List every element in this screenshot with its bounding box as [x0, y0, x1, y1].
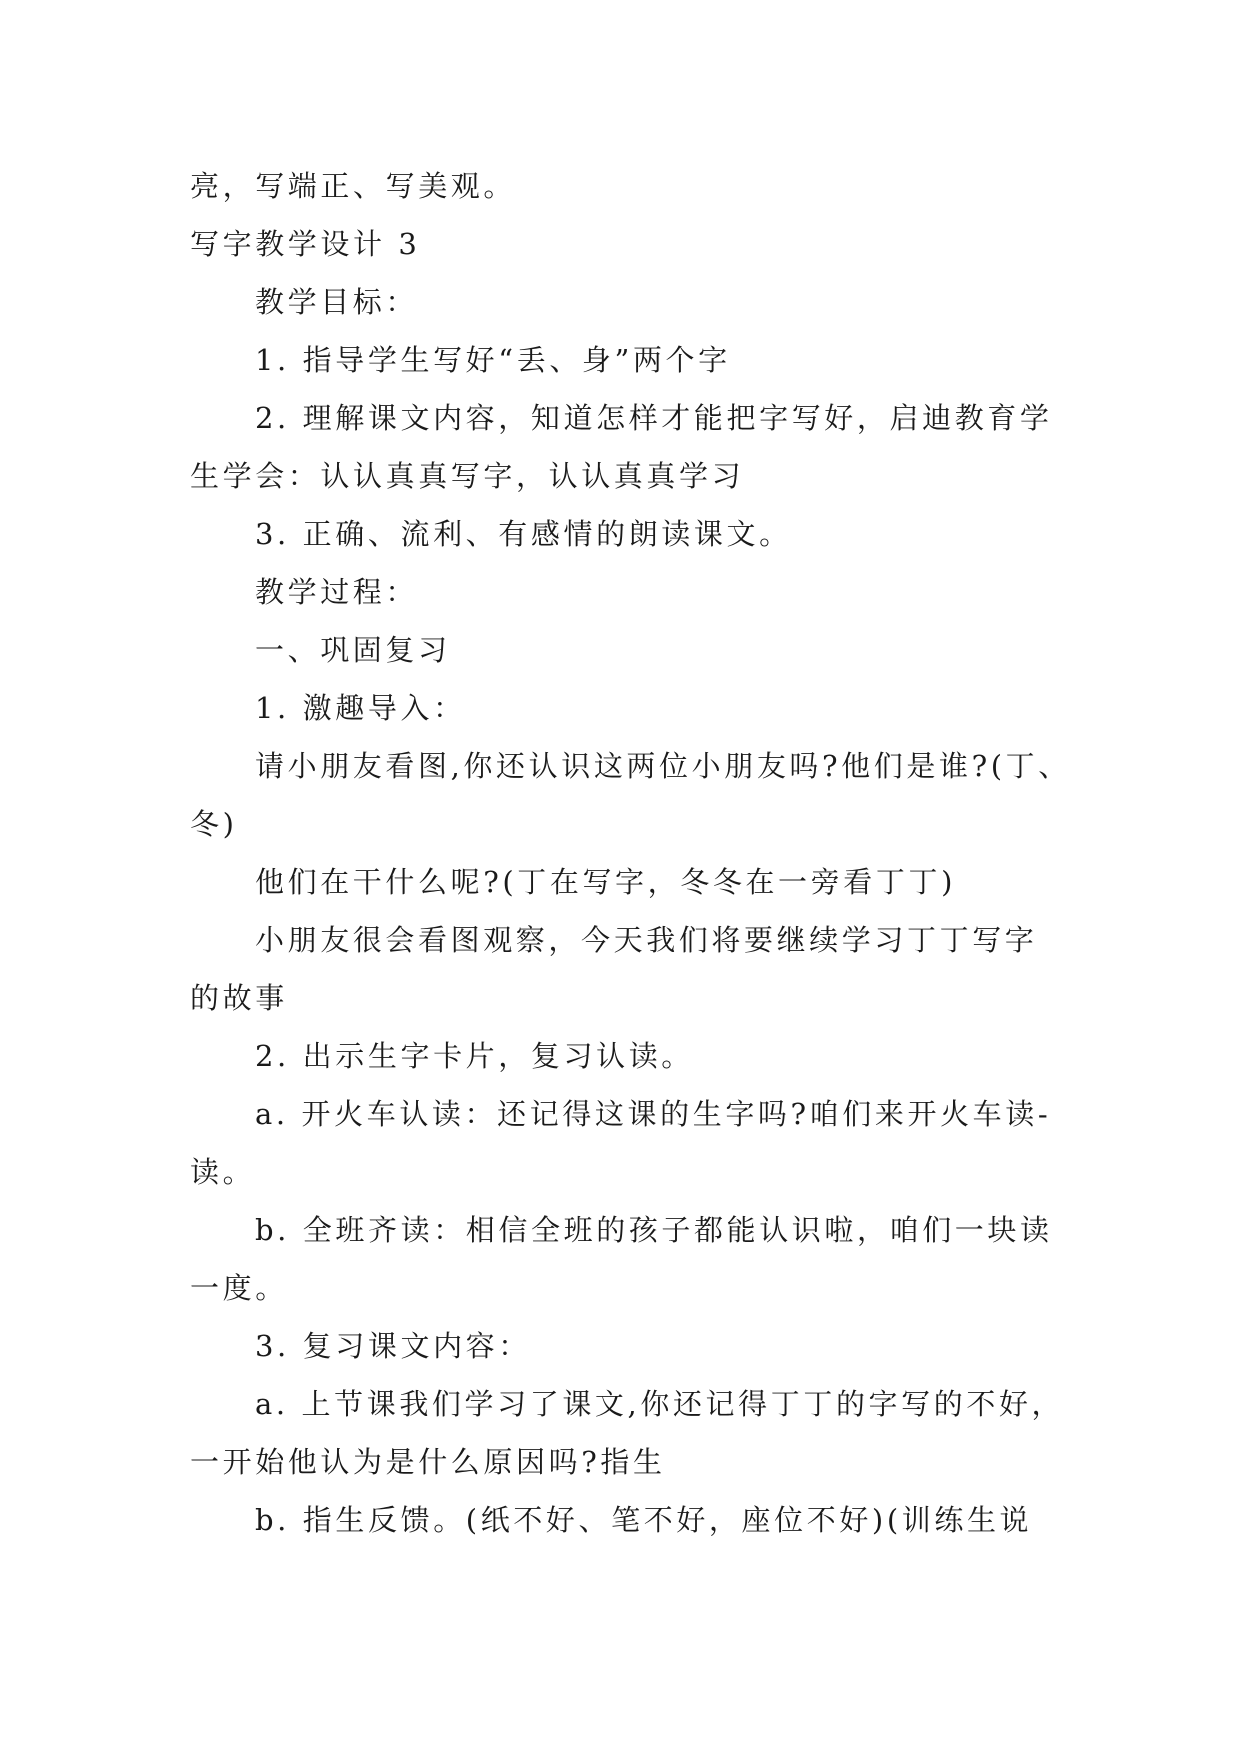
text-line: 冬): [190, 807, 238, 841]
section-heading: 写字教学设计 3: [190, 227, 421, 261]
text-line: 生学会：认认真真写字，认认真真学习: [190, 459, 745, 493]
text-line: 教学目标：: [255, 285, 419, 319]
text-line: 3. 复习课文内容：: [255, 1329, 531, 1363]
text-line: 教学过程：: [255, 575, 419, 609]
text-line: 他们在干什么呢?(丁在写字，冬冬在一旁看丁丁): [255, 865, 956, 899]
text-line: 一、巩固复习: [255, 633, 451, 667]
text-line: 亮，写端正、写美观。: [190, 169, 517, 203]
text-line: 1. 激趣导入：: [255, 691, 466, 725]
text-line: a. 上节课我们学习了课文,你还记得丁丁的字写的不好，: [255, 1387, 1065, 1421]
text-line: 3. 正确、流利、有感情的朗读课文。: [255, 517, 792, 551]
text-line: 读。: [190, 1155, 256, 1189]
text-line: 请小朋友看图,你还认识这两位小朋友吗?他们是谁?(丁、: [255, 749, 1071, 783]
text-line: a. 开火车认读：还记得这课的生字吗?咱们来开火车读-: [255, 1097, 1052, 1131]
text-line: 2. 理解课文内容，知道怎样才能把字写好，启迪教育学: [255, 401, 1053, 435]
text-line: 一度。: [190, 1271, 288, 1305]
text-line: 1. 指导学生写好“丢、身”两个字: [255, 343, 731, 377]
text-line: 2. 出示生字卡片，复习认读。: [255, 1039, 694, 1073]
text-line: b. 指生反馈。(纸不好、笔不好，座位不好)(训练生说: [255, 1503, 1033, 1537]
text-line: 的故事: [190, 981, 288, 1015]
text-line: b. 全班齐读：相信全班的孩子都能认识啦，咱们一块读: [255, 1213, 1053, 1247]
text-line: 小朋友很会看图观察，今天我们将要继续学习丁丁写字: [255, 923, 1038, 957]
text-line: 一开始他认为是什么原因吗?指生: [190, 1445, 666, 1479]
